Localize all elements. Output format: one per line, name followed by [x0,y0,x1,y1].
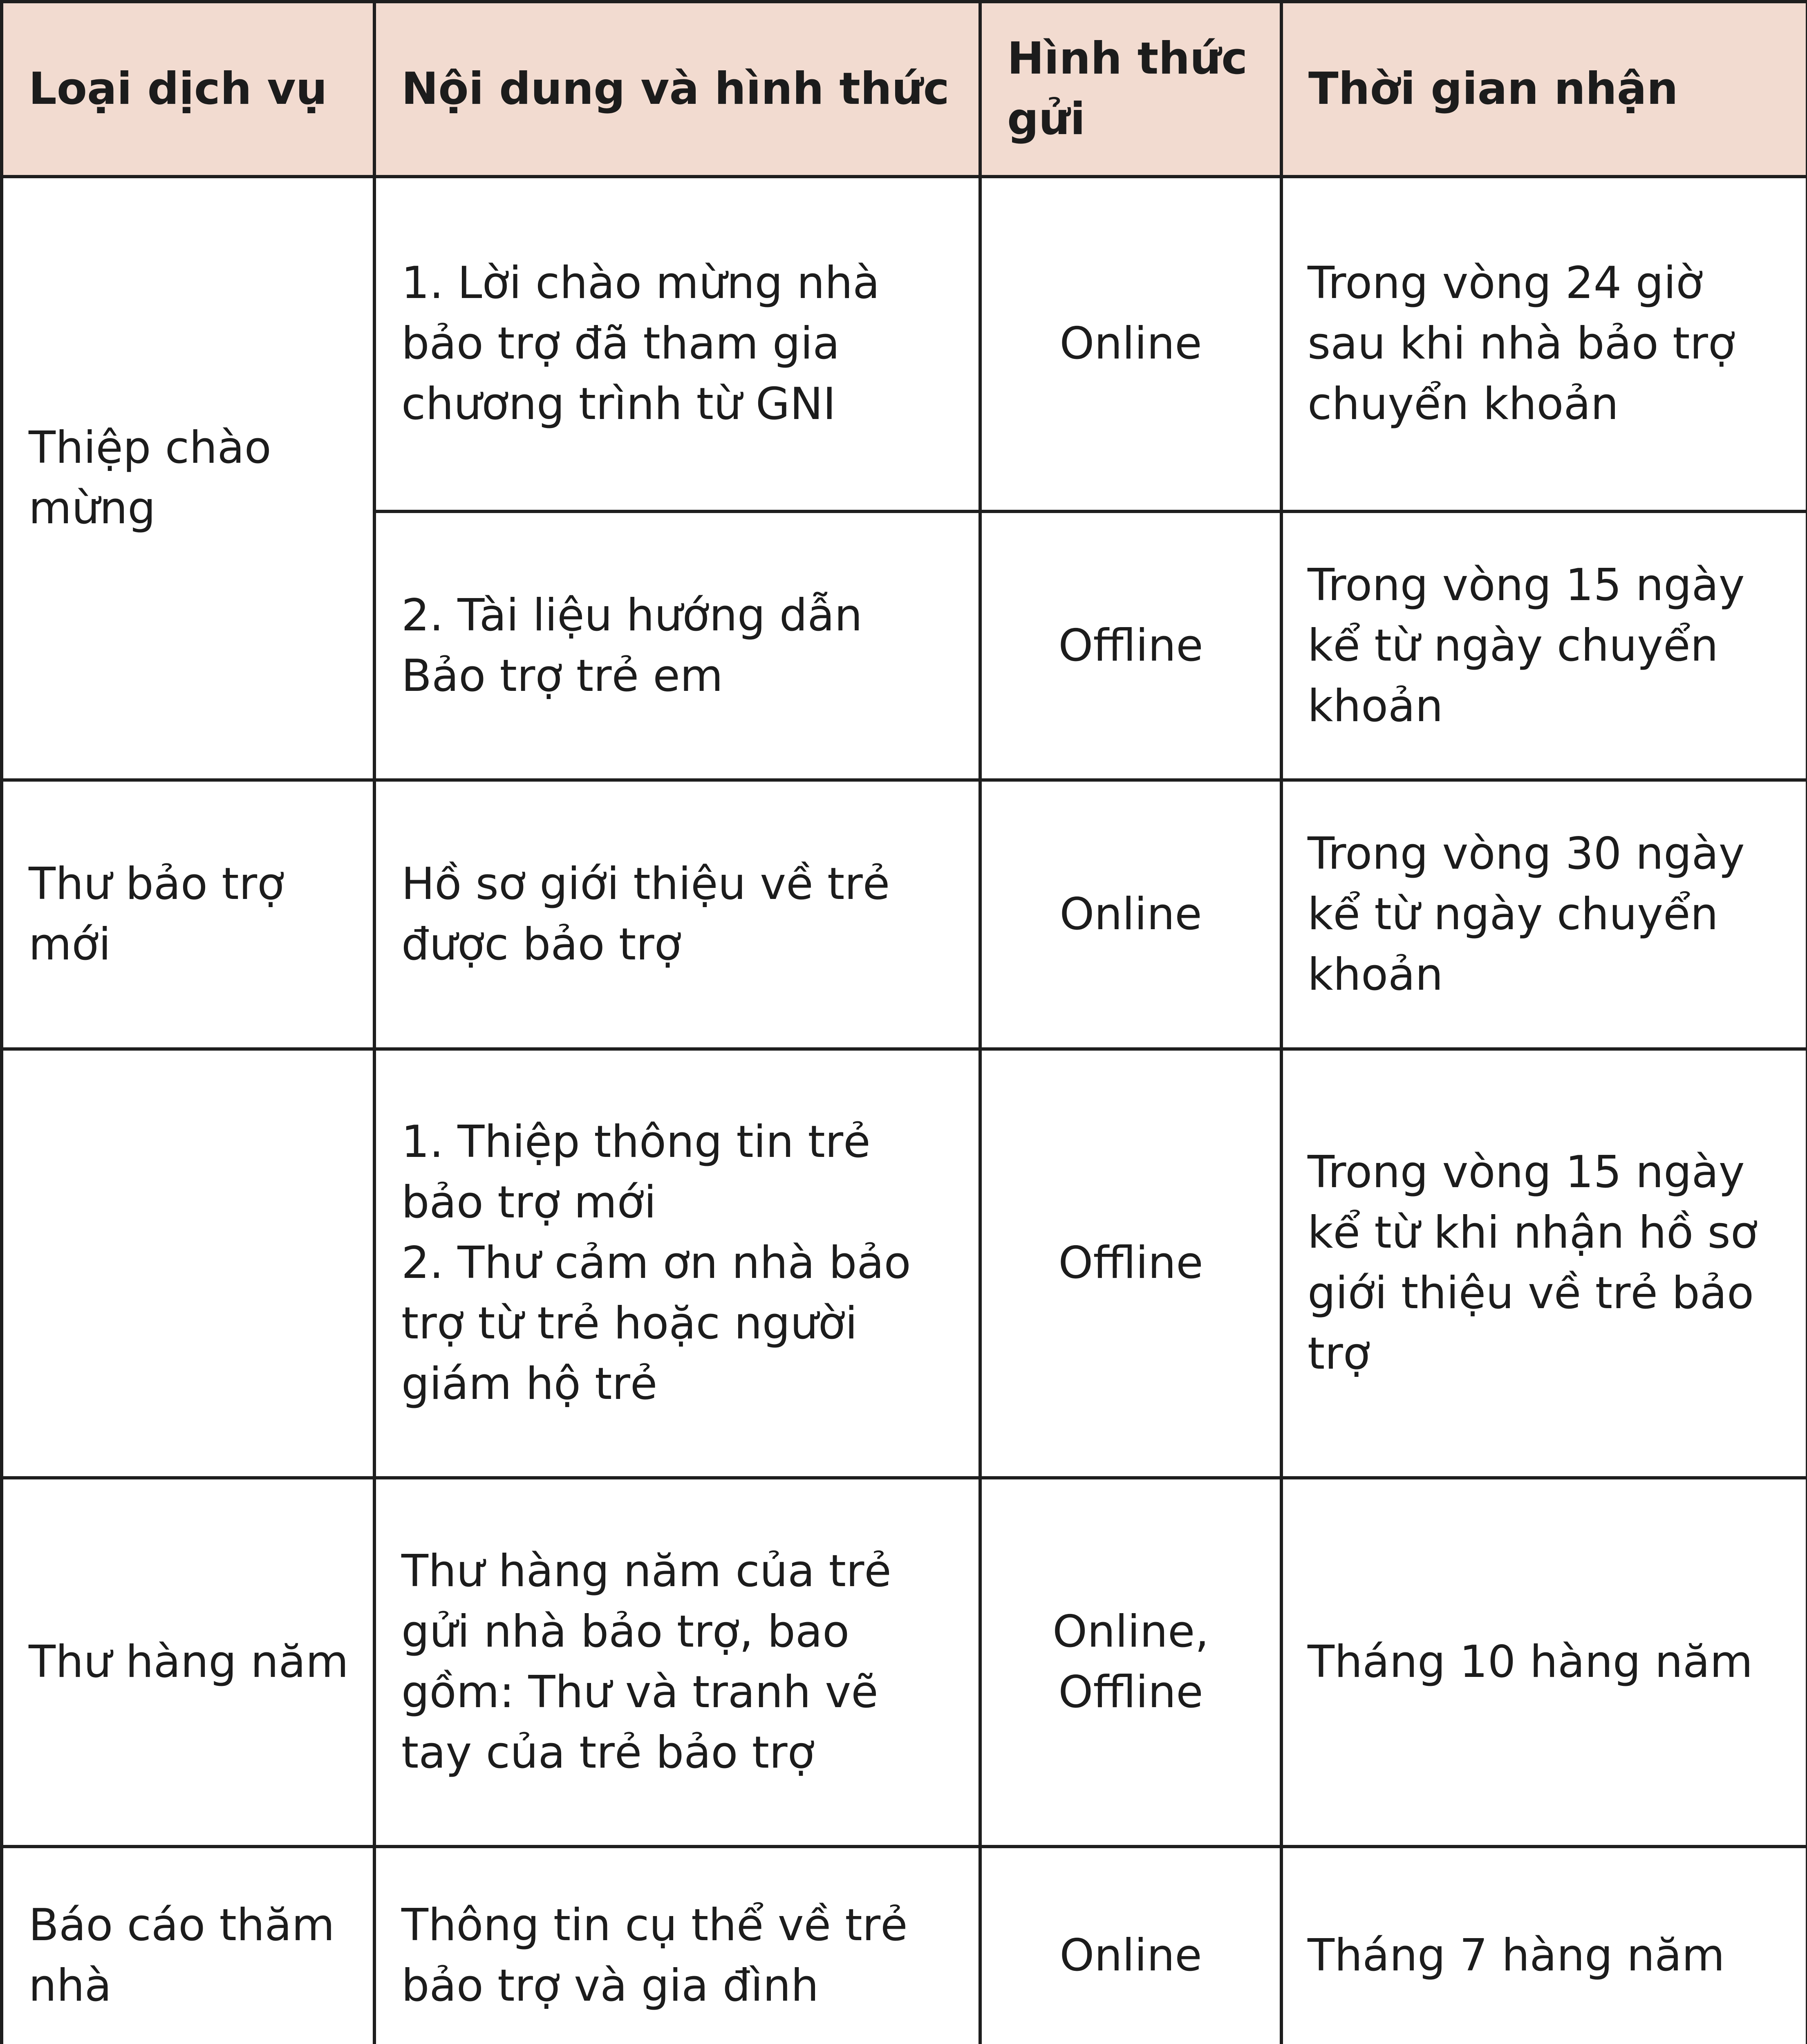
method-cell: Online [980,780,1281,1049]
content-cell: Thông tin cụ thể về trẻ bảo trợ và gia đình [374,1847,980,2044]
content-cell: Hồ sơ giới thiệu về trẻ được bảo trợ [374,780,980,1049]
service-type-cell [2,1049,374,1478]
service-type-cell: Thư hàng năm [2,1478,374,1847]
content-cell: 2. Tài liệu hướng dẫn Bảo trợ trẻ em [374,511,980,780]
header-send-method-line1: Hình thức [1007,33,1248,84]
method-cell: Offline [980,1049,1281,1478]
service-type-cell: Thư bảo trợ mới [2,780,374,1049]
time-cell [1281,1847,1807,2044]
method-cell [980,1478,1281,1847]
header-send-method [980,2,1281,177]
method-line: Offline [1058,1666,1203,1718]
method-line: Online, [1052,1606,1209,1657]
table-row [2,780,1807,1049]
time-cell: Trong vòng 24 giờ sau khi nhà bảo trợ chuyển khoản [1281,177,1807,511]
time-text: Tháng 7 hàng năm [1308,1930,1725,1981]
method-cell: Offline [980,511,1281,780]
table-header-row [2,2,1807,177]
content-cell: Thư hàng năm của trẻ gửi nhà bảo trợ, bao gồm: Thư và tranh vẽ tay của trẻ bảo trợ [374,1478,980,1847]
time-cell: Trong vòng 15 ngày kể từ ngày chuyển khoản [1281,511,1807,780]
table-row [2,177,1807,511]
table-row [2,1478,1807,1847]
service-type-cell: Thiệp chào mừng [2,177,374,780]
time-cell [1281,1478,1807,1847]
method-cell: Online [980,1847,1281,2044]
content-cell [374,1049,980,1478]
header-send-method-line2: gửi [1007,94,1086,145]
service-type-cell: Báo cáo thăm nhà [2,1847,374,2044]
header-content: Nội dung và hình thức [374,2,980,177]
table-row [2,1847,1807,2044]
table-row [2,1049,1807,1478]
header-receive-time: Thời gian nhận [1281,2,1807,177]
content-line: 1. Thiệp thông tin trẻ bảo trợ mới [401,1116,871,1228]
header-service-type: Loại dịch vụ [2,2,374,177]
time-text: Tháng 10 hàng năm [1308,1636,1753,1688]
content-cell: 1. Lời chào mừng nhà bảo trợ đã tham gia chương trình từ GNI [374,177,980,511]
method-cell: Online [980,177,1281,511]
time-cell: Trong vòng 15 ngày kể từ khi nhận hồ sơ giới thiệu về trẻ bảo trợ [1281,1049,1807,1478]
content-line: 2. Thư cảm ơn nhà bảo trợ từ trẻ hoặc người giám hộ trẻ [401,1237,911,1410]
time-cell: Trong vòng 30 ngày kể từ ngày chuyển khoản [1281,780,1807,1049]
